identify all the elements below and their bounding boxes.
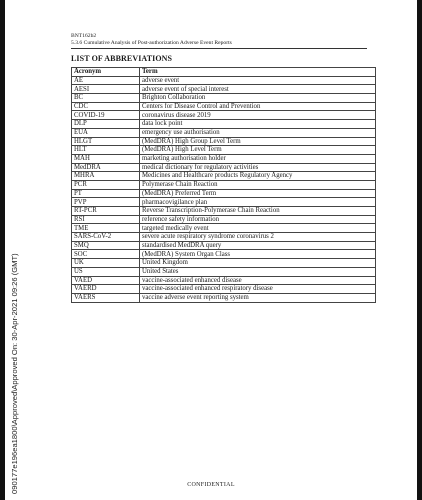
table-row (72, 224, 376, 233)
term-cell: adverse event (140, 76, 376, 85)
doc-id: BNT162b2 (71, 33, 97, 39)
acronym-cell: TME (72, 224, 140, 233)
table-row (72, 215, 376, 224)
acronym-cell: BC (72, 94, 140, 103)
acronym-cell: DLP (72, 120, 140, 129)
table-row (72, 180, 376, 189)
term-cell: reference safety information (140, 215, 376, 224)
table-row (72, 146, 376, 155)
acronym-cell: SOC (72, 250, 140, 259)
table-row (72, 285, 376, 294)
term-cell: United States (140, 267, 376, 276)
acronym-cell: AESI (72, 85, 140, 94)
term-cell: targeted medically event (140, 224, 376, 233)
term-cell: severe acute respiratory syndrome coronavirus 2 (140, 233, 376, 242)
acronym-cell: US (72, 267, 140, 276)
acronym-cell: MHRA (72, 172, 140, 181)
term-cell: marketing authorisation holder (140, 154, 376, 163)
table-row (72, 102, 376, 111)
table-row (72, 259, 376, 268)
page-header (71, 33, 232, 47)
table-row (72, 267, 376, 276)
acronym-cell: PCR (72, 180, 140, 189)
acronym-cell: COVID-19 (72, 111, 140, 120)
table-row (72, 207, 376, 216)
term-cell: vaccine-associated enhanced respiratory disease (140, 285, 376, 294)
acronym-cell: AE (72, 76, 140, 85)
term-cell: data lock point (140, 120, 376, 129)
acronym-cell: HLT (72, 146, 140, 155)
table-row (72, 250, 376, 259)
term-column-header: Term (140, 68, 376, 77)
term-cell: (MedDRA) High Level Term (140, 146, 376, 155)
acronym-cell: RSI (72, 215, 140, 224)
table-row (72, 189, 376, 198)
term-cell: (MedDRA) High Group Level Term (140, 137, 376, 146)
acronym-cell: CDC (72, 102, 140, 111)
acronym-cell: MAH (72, 154, 140, 163)
table-row (72, 154, 376, 163)
acronym-cell: HLGT (72, 137, 140, 146)
abbreviations-table (71, 67, 376, 303)
term-cell: coronavirus disease 2019 (140, 111, 376, 120)
table-row (72, 85, 376, 94)
acronym-column-header: Acronym (72, 68, 140, 77)
term-cell: Brighton Collaboration (140, 94, 376, 103)
term-cell: United Kingdom (140, 259, 376, 268)
acronym-cell: RT-PCR (72, 207, 140, 216)
confidential-footer: CONFIDENTIAL (187, 482, 235, 488)
table-row (72, 276, 376, 285)
acronym-cell: SMQ (72, 241, 140, 250)
term-cell: (MedDRA) System Organ Class (140, 250, 376, 259)
table-body (72, 76, 376, 302)
acronym-cell: VAED (72, 276, 140, 285)
table-row (72, 137, 376, 146)
table-row (72, 241, 376, 250)
table-row (72, 172, 376, 181)
document-page (5, 0, 417, 500)
term-cell: vaccine adverse event reporting system (140, 293, 376, 302)
table-row (72, 94, 376, 103)
table-row (72, 76, 376, 85)
table-row (72, 120, 376, 129)
term-cell: Medicines and Healthcare products Regulatory Agency (140, 172, 376, 181)
term-cell: (MedDRA) Preferred Term (140, 189, 376, 198)
term-cell: standardised MedDRA query (140, 241, 376, 250)
term-cell: Polymerase Chain Reaction (140, 180, 376, 189)
acronym-cell: UK (72, 259, 140, 268)
section-heading: 5.3.6 Cumulative Analysis of Post-authorization Adverse Event Reports (71, 40, 232, 46)
table-row (72, 128, 376, 137)
table-row (72, 293, 376, 302)
term-cell: vaccine-associated enhanced disease (140, 276, 376, 285)
page-title: LIST OF ABBREVIATIONS (71, 54, 173, 63)
table-header-row (72, 68, 376, 77)
acronym-cell: VAERD (72, 285, 140, 294)
table-row (72, 198, 376, 207)
acronym-cell: MedDRA (72, 163, 140, 172)
acronym-cell: PT (72, 189, 140, 198)
term-cell: emergency use authorisation (140, 128, 376, 137)
table-row (72, 163, 376, 172)
term-cell: medical dictionary for regulatory activities (140, 163, 376, 172)
acronym-cell: VAERS (72, 293, 140, 302)
acronym-cell: EUA (72, 128, 140, 137)
header-divider (71, 48, 367, 49)
term-cell: Reverse Transcription-Polymerase Chain Reaction (140, 207, 376, 216)
term-cell: pharmacovigilance plan (140, 198, 376, 207)
approval-stamp: 090177e196ea1800\Approved\Approved On: 30-Apr-2021 09:26 (GMT) (10, 253, 19, 494)
term-cell: adverse event of special interest (140, 85, 376, 94)
acronym-cell: SARS-CoV-2 (72, 233, 140, 242)
table-row (72, 111, 376, 120)
acronym-cell: PVP (72, 198, 140, 207)
term-cell: Centers for Disease Control and Prevention (140, 102, 376, 111)
table-row (72, 233, 376, 242)
